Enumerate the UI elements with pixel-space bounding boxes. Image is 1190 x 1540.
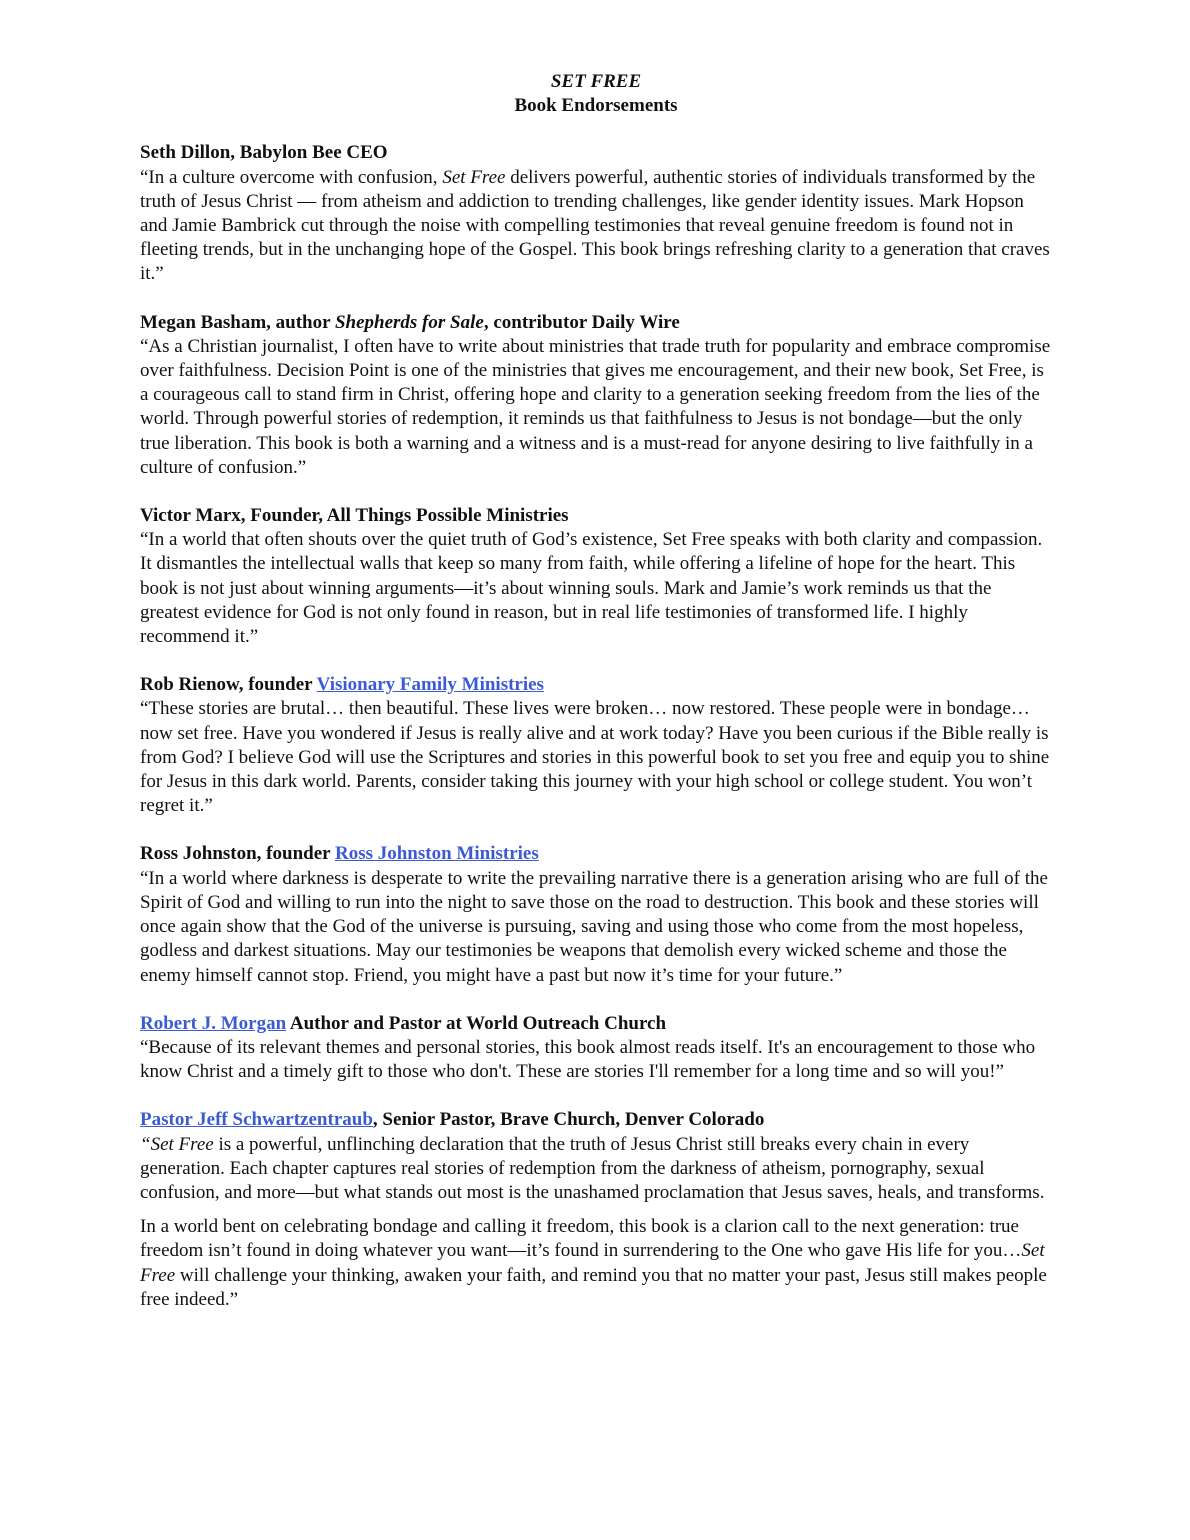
endorser-heading bbox=[140, 842, 1052, 866]
text-run: “These stories are brutal… then beautiful. These lives were broken… now restored. These people were in bondage… now set free. Have you wondered if Jesus is really alive and at work today? Have you been curious if the Bible really is from God? I believe God will use the Scriptures and stories in this powerful book to set you free and equip you to shine for Jesus in this dark world. Parents, consider taking this journey with your high school or college student. You won’t regret it.” bbox=[140, 698, 1050, 817]
endorsement-quote bbox=[140, 1036, 1052, 1084]
text-run: In a world bent on celebrating bondage and calling it freedom, this book is a clarion call to the next generation: true freedom isn’t found in doing whatever you want—it’s found in surrendering to the One who gave His life for you… bbox=[140, 1216, 1022, 1262]
endorsement-quote bbox=[140, 867, 1052, 988]
endorsement-quote bbox=[140, 697, 1052, 818]
text-run: Author and Pastor at World Outreach Church bbox=[286, 1012, 667, 1034]
endorser-heading bbox=[140, 141, 1052, 165]
italic-text: Set Free bbox=[442, 166, 506, 188]
endorsement-quote bbox=[140, 166, 1052, 287]
text-run: “In a culture overcome with confusion, bbox=[140, 166, 443, 188]
endorser-heading bbox=[140, 1108, 1052, 1132]
endorsement-entry bbox=[140, 141, 1052, 286]
italic-text: Set Free bbox=[140, 1240, 1045, 1286]
endorser-link[interactable]: Visionary Family Ministries bbox=[316, 674, 544, 696]
endorsement-entry bbox=[140, 1108, 1052, 1312]
quote-paragraph bbox=[140, 528, 1052, 649]
endorser-link[interactable]: Pastor Jeff Schwartzentraub bbox=[140, 1109, 373, 1131]
text-run: , Senior Pastor, Brave Church, Denver Colorado bbox=[372, 1109, 765, 1131]
endorser-link[interactable]: Robert J. Morgan bbox=[140, 1012, 287, 1034]
text-run: Seth Dillon, Babylon Bee CEO bbox=[140, 142, 388, 164]
italic-text: “Set Free bbox=[140, 1133, 214, 1155]
text-run: “In a world where darkness is desperate to write the prevailing narrative there is a generation arising who are full of the Spirit of God and willing to run into the night to save those on the road to destruction. This book and these stories will once again show that the God of the universe is pursuing, saving and using those who come from the most hopeless, godless and darkest situations. May our testimonies be weapons that demolish every wicked scheme and those the enemy himself cannot stop. Friend, you might have a past but now it’s time for your future.” bbox=[140, 867, 1048, 986]
quote-paragraph bbox=[140, 335, 1052, 480]
text-run: Megan Basham, author bbox=[140, 311, 335, 333]
text-run: Rob Rienow, founder bbox=[140, 674, 317, 696]
title-block bbox=[140, 70, 1052, 118]
endorser-heading bbox=[140, 673, 1052, 697]
text-run: Victor Marx, Founder, All Things Possible Ministries bbox=[140, 505, 569, 527]
endorsement-quote bbox=[140, 335, 1052, 480]
endorsement-entry bbox=[140, 842, 1052, 987]
text-run: , contributor Daily Wire bbox=[483, 311, 680, 333]
text-run: Ross Johnston, founder bbox=[140, 843, 335, 865]
text-run: is a powerful, unflinching declaration that the truth of Jesus Christ still breaks every chain in every generation. Each chapter captures real stories of redemption from the darkness of atheism, pornography, sexual confusion, and more—but what stands out most is the unashamed proclamation that Jesus saves, heals, and transforms. bbox=[140, 1133, 1045, 1203]
text-run: “As a Christian journalist, I often have to write about ministries that trade truth for popularity and embrace compromise over faithfulness. Decision Point is one of the ministries that gives me encouragement, and their new book, Set Free, is a courageous call to stand firm in Christ, offering hope and clarity to a generation seeking freedom from the lies of the world. Through powerful stories of redemption, it reminds us that faithfulness to Jesus is not bondage—but the only true liberation. This book is both a warning and a witness and is a must-read for anyone desiring to live faithfully in a culture of confusion.” bbox=[140, 335, 1051, 478]
endorsement-entry bbox=[140, 673, 1052, 818]
endorsement-entry bbox=[140, 504, 1052, 649]
endorsement-quote bbox=[140, 528, 1052, 649]
endorsement-quote bbox=[140, 1133, 1052, 1312]
endorsement-entry bbox=[140, 1012, 1052, 1085]
endorsement-list bbox=[140, 141, 1052, 1312]
quote-paragraph bbox=[140, 697, 1052, 818]
endorser-heading bbox=[140, 311, 1052, 335]
endorsement-entry bbox=[140, 311, 1052, 480]
document-content bbox=[140, 70, 1052, 1336]
quote-paragraph bbox=[140, 166, 1052, 287]
document-title: SET FREE bbox=[550, 71, 642, 92]
endorser-heading bbox=[140, 1012, 1052, 1036]
text-run: will challenge your thinking, awaken your faith, and remind you that no matter your past, Jesus still makes people free indeed.” bbox=[140, 1264, 1047, 1310]
endorser-link[interactable]: Ross Johnston Ministries bbox=[334, 843, 539, 865]
text-run: delivers powerful, authentic stories of individuals transformed by the truth of Jesus Christ — from atheism and addiction to trending challenges, like gender identity issues. Mark Hopson and Jamie Bambrick cut through the noise with compelling testimonies that reveal genuine freedom is found not in fleeting trends, but in the unchanging hope of the Gospel. This book brings refreshing clarity to a generation that craves it.” bbox=[140, 166, 1050, 285]
endorser-heading bbox=[140, 504, 1052, 528]
text-run: “Because of its relevant themes and personal stories, this book almost reads itself. It's an encouragement to those who know Christ and a timely gift to those who don't. These are stories I'll remember for a long time and so will you!” bbox=[140, 1036, 1036, 1083]
document-subtitle: Book Endorsements bbox=[514, 95, 678, 117]
quote-paragraph bbox=[140, 1133, 1052, 1206]
text-run: “In a world that often shouts over the quiet truth of God’s existence, Set Free speaks with both clarity and compassion. It dismantles the intellectual walls that keep so many from faith, while offering a lifeline of hope for the heart. This book is not just about winning arguments—it’s about winning souls. Mark and Jamie’s work reminds us that the greatest evidence for God is not only found in reason, but in real life testimonies of transformed life. I highly recommend it.” bbox=[140, 529, 1043, 648]
quote-paragraph bbox=[140, 867, 1052, 988]
quote-paragraph bbox=[140, 1036, 1052, 1084]
italic-text: Shepherds for Sale bbox=[334, 311, 484, 333]
quote-paragraph bbox=[140, 1215, 1052, 1312]
